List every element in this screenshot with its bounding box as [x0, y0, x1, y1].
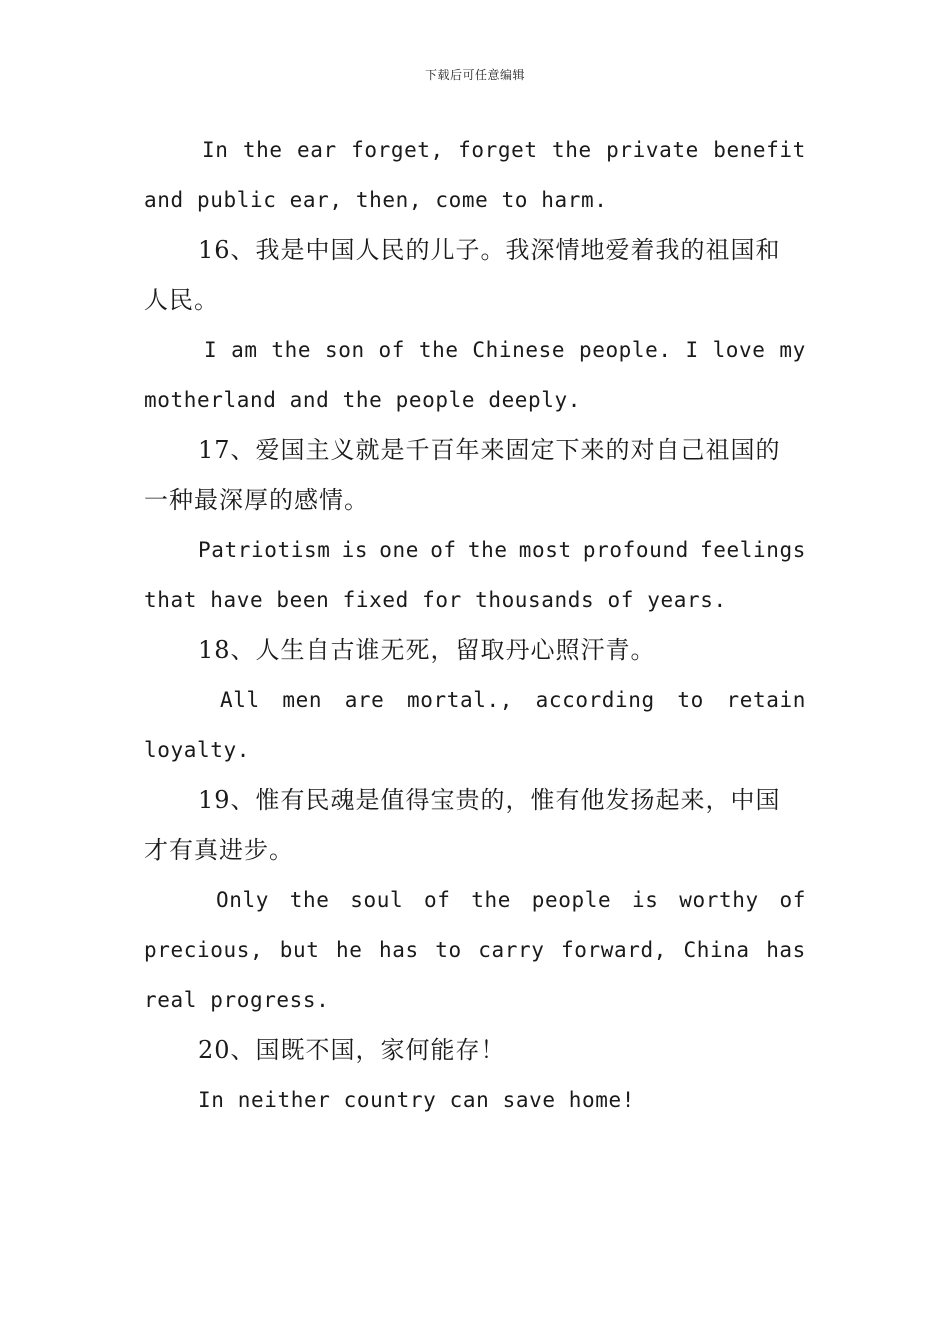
- word: the: [471, 888, 511, 912]
- word: All: [220, 688, 260, 712]
- text-line: and public ear, then, come to harm.: [144, 188, 608, 212]
- text-line: [144, 125, 806, 175]
- word: profound: [582, 538, 689, 562]
- word: the: [242, 138, 283, 162]
- word: the: [271, 338, 312, 362]
- word: soul: [350, 888, 404, 912]
- word: according: [535, 688, 655, 712]
- text-line: [144, 525, 806, 575]
- word: men: [282, 688, 323, 712]
- word: I: [685, 338, 699, 362]
- word: retain: [726, 688, 806, 712]
- word: In: [202, 138, 229, 162]
- word: love: [712, 338, 766, 362]
- word: to: [435, 938, 462, 962]
- word: China: [683, 938, 750, 962]
- text-line: In neither country can save home!: [198, 1088, 636, 1112]
- word: carry: [478, 938, 545, 962]
- word: the: [552, 138, 592, 162]
- text-line: 人民。: [144, 286, 219, 314]
- word: is: [632, 888, 659, 912]
- word: to: [677, 688, 704, 712]
- text-line: 一种最深厚的感情。: [144, 486, 369, 514]
- word: ear: [296, 138, 337, 162]
- word: but: [279, 938, 320, 962]
- numbered-quote-20: 20、国既不国，家何能存！: [198, 1036, 506, 1064]
- word: mortal.,: [407, 688, 513, 712]
- word: one: [379, 538, 420, 562]
- word: son: [324, 338, 365, 362]
- text-line: that have been fixed for thousands of years.: [144, 588, 727, 612]
- word: has: [766, 938, 806, 962]
- word: feelings: [700, 538, 806, 562]
- word: Only: [216, 888, 269, 912]
- numbered-quote-17: 17、爱国主义就是千百年来固定下来的对自己祖国的: [198, 436, 781, 464]
- text-line: motherland and the people deeply.: [144, 388, 582, 412]
- text-line: [144, 925, 806, 975]
- word: benefit: [713, 138, 806, 162]
- word: my: [779, 338, 806, 362]
- word: I: [204, 338, 218, 362]
- word: of: [430, 538, 457, 562]
- document-body: [144, 125, 806, 1125]
- page-header: 下载后可任意编辑: [424, 68, 525, 82]
- word: the: [467, 538, 508, 562]
- word: precious,: [144, 938, 264, 962]
- text-line: loyalty.: [144, 738, 250, 762]
- text-line: [144, 325, 806, 375]
- word: forget,: [351, 138, 444, 162]
- word: are: [344, 688, 385, 712]
- word: Chinese: [472, 338, 566, 362]
- text-line: 才有真进步。: [144, 836, 294, 864]
- word: is: [341, 538, 369, 562]
- word: am: [231, 338, 258, 362]
- text-line: [144, 875, 806, 925]
- word: has: [378, 938, 419, 962]
- word: the: [289, 888, 330, 912]
- word: most: [518, 538, 572, 562]
- word: forward,: [560, 938, 667, 962]
- word: people: [531, 888, 612, 912]
- numbered-quote-16: 16、我是中国人民的儿子。我深情地爱着我的祖国和: [198, 236, 781, 264]
- numbered-quote-19: 19、惟有民魂是值得宝贵的，惟有他发扬起来，中国: [198, 786, 781, 814]
- word: forget: [458, 138, 538, 162]
- text-line: real progress.: [144, 988, 330, 1012]
- word: of: [779, 888, 806, 912]
- word: worthy: [679, 888, 759, 912]
- word: private: [606, 138, 699, 162]
- text-line: [144, 675, 806, 725]
- word: Patriotism: [198, 538, 331, 562]
- word: of: [378, 338, 406, 362]
- word: the: [418, 338, 459, 362]
- numbered-quote-18: 18、人生自古谁无死，留取丹心照汗青。: [198, 636, 656, 664]
- word: he: [335, 938, 363, 962]
- word: of: [424, 888, 451, 912]
- word: people.: [578, 338, 672, 362]
